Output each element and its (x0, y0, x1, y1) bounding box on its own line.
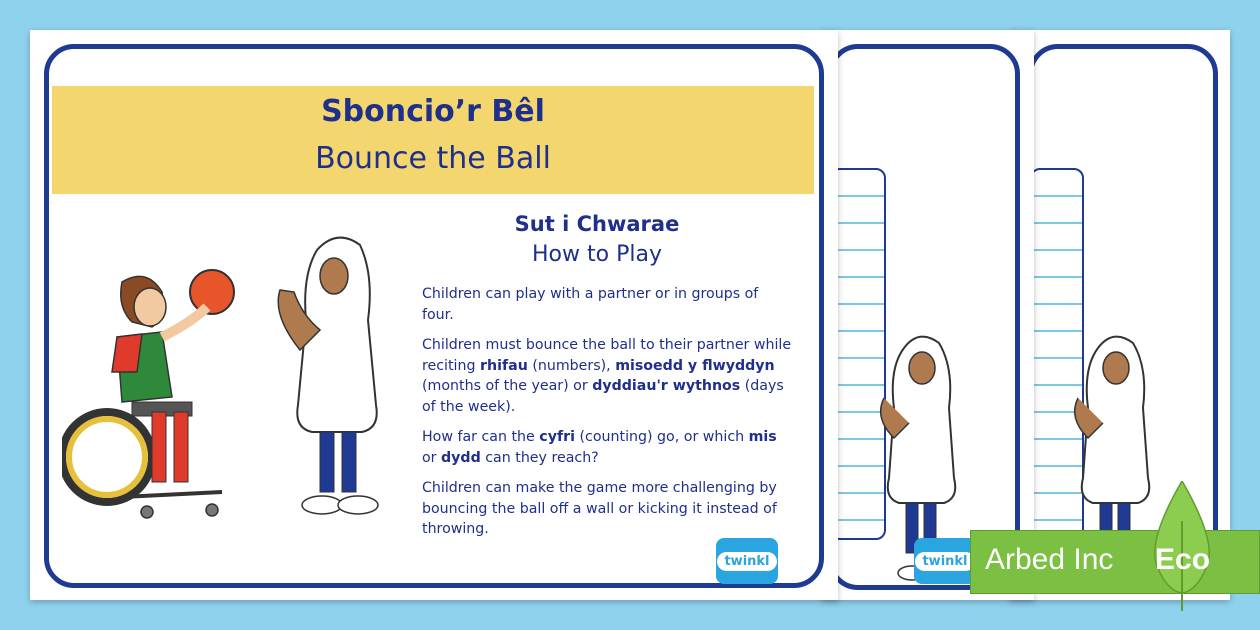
instruction-paragraph-1: Children can play with a partner or in groups of four. (422, 286, 759, 323)
how-to-play-heading-english: How to Play (532, 242, 662, 267)
sheet-1-twinkl-logo-text: twinkl (915, 552, 974, 571)
boy-wheelchair-illustration (62, 262, 237, 524)
how-to-play-heading-welsh: Sut i Chwarae (514, 212, 680, 236)
instruction-paragraph-2: Children must bounce the ball to their partner while reciting rhifau (numbers), misoedd y flwyddyn (months of the year) or dyddiau'r wythnos (days of the week). (422, 337, 792, 415)
instruction-paragraph-4: Children can make the game more challenging by bouncing the ball off a wall or kicking it instead of throwing. (422, 480, 777, 537)
twinkl-logo (716, 538, 778, 584)
sheet-1-twinkl-logo (914, 538, 976, 584)
girl-illustration (272, 230, 394, 522)
arbed-eco-watermark (970, 530, 1260, 594)
title-welsh: Sboncio’r Bêl (321, 94, 545, 129)
instructions-text (422, 284, 792, 550)
eco-watermark-label: Eco (1155, 543, 1211, 576)
twinkl-logo-text: twinkl (717, 552, 776, 571)
title-english: Bounce the Ball (315, 141, 551, 176)
background-sheet-1 (822, 30, 1034, 600)
instruction-paragraph-3: How far can the cyfri (counting) go, or which mis or dydd can they reach? (422, 429, 777, 466)
arbed-watermark-name: Arbed Inc (985, 543, 1114, 576)
